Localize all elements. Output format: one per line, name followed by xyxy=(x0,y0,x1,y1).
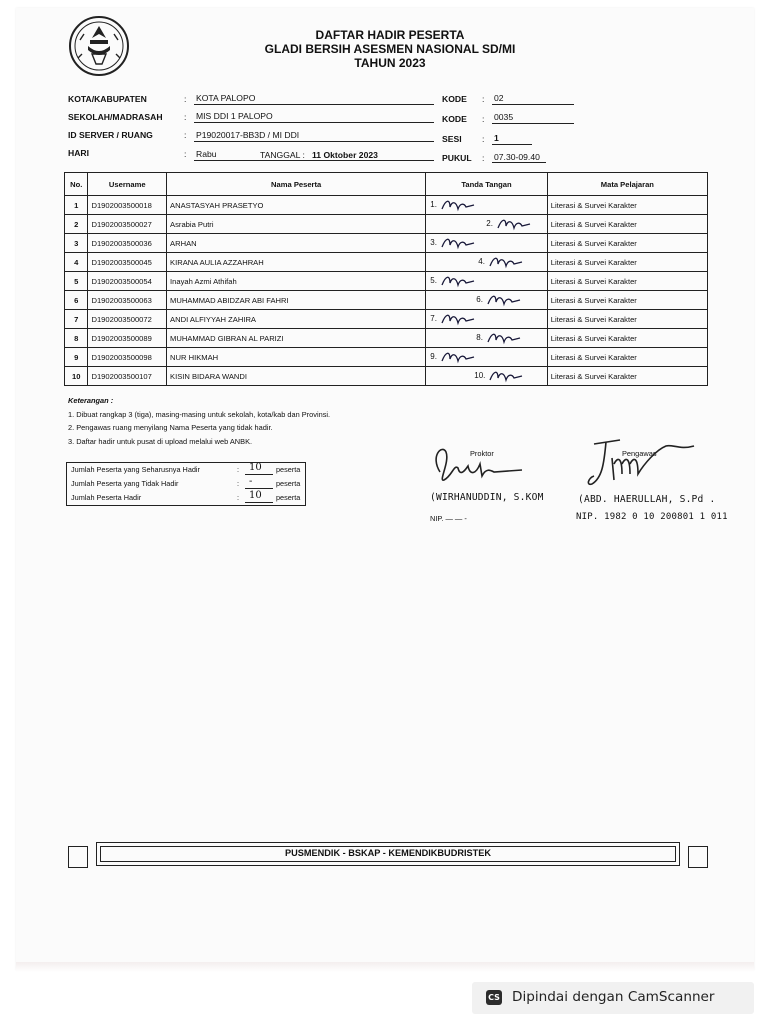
table-row xyxy=(65,291,708,310)
note-item-3: 3. Daftar hadir untuk pusat di upload melalui web ANBK. xyxy=(68,436,253,446)
col-header-signature: Tanda Tangan xyxy=(426,173,547,196)
signature-number: 10. xyxy=(474,371,486,380)
table-row xyxy=(65,348,708,367)
cell-username: D1902003500089 xyxy=(88,329,167,348)
sesi-colon: : xyxy=(482,134,485,144)
cell-name: MUHAMMAD ABIDZAR ABI FAHRI xyxy=(167,291,426,310)
cell-name: Inayah Azmi Athifah xyxy=(167,272,426,291)
count-row-absent xyxy=(67,477,305,491)
cell-no: 1 xyxy=(65,196,88,215)
student-signature xyxy=(440,311,476,327)
hari-value: Rabu xyxy=(196,149,217,159)
count-unit: peserta xyxy=(276,479,301,488)
cell-signature xyxy=(426,234,547,253)
cell-name: Asrabia Putri xyxy=(167,215,426,234)
signature-number: 4. xyxy=(478,257,485,266)
count-unit: peserta xyxy=(276,465,301,474)
cell-subject: Literasi & Survei Karakter xyxy=(547,348,707,367)
cell-signature xyxy=(426,348,547,367)
cell-subject: Literasi & Survei Karakter xyxy=(547,329,707,348)
cell-subject: Literasi & Survei Karakter xyxy=(547,196,707,215)
server-colon: : xyxy=(184,130,187,140)
cell-signature xyxy=(426,196,547,215)
camscanner-watermark xyxy=(472,982,754,1014)
kode1-underline xyxy=(492,104,574,105)
proktor-signature xyxy=(428,442,524,488)
count-colon: : xyxy=(237,493,240,502)
signature-number: 8. xyxy=(476,333,483,342)
cell-no: 2 xyxy=(65,215,88,234)
footer-bar xyxy=(96,842,680,866)
cell-signature xyxy=(426,310,547,329)
table-row xyxy=(65,215,708,234)
student-signature xyxy=(440,349,476,365)
cell-no: 5 xyxy=(65,272,88,291)
pukul-value: 07.30-09.40 xyxy=(494,152,540,162)
kab-value: KOTA PALOPO xyxy=(196,93,256,103)
tut-wuri-handayani-emblem-icon xyxy=(66,14,132,78)
student-signature xyxy=(486,330,522,346)
notes-heading: Keterangan : xyxy=(68,396,114,405)
attendance-count-box xyxy=(66,462,306,506)
count-row-expected xyxy=(67,463,305,477)
cell-username: D1902003500027 xyxy=(88,215,167,234)
student-signature xyxy=(488,254,524,270)
cell-name: KIRANA AULIA AZZAHRAH xyxy=(167,253,426,272)
cell-name: ANDI ALFIYYAH ZAHIRA xyxy=(167,310,426,329)
student-signature xyxy=(496,216,532,232)
table-header-row xyxy=(65,173,708,196)
signature-number: 6. xyxy=(476,295,483,304)
table-row xyxy=(65,367,708,386)
kab-colon: : xyxy=(184,94,187,104)
col-header-no: No. xyxy=(65,173,88,196)
cell-username: D1902003500098 xyxy=(88,348,167,367)
count-colon: : xyxy=(237,465,240,474)
note-item-2: 2. Pengawas ruang menyilang Nama Peserta yang tidak hadir. xyxy=(68,423,273,432)
title-line-3: TAHUN 2023 xyxy=(354,56,426,70)
title-line-2: GLADI BERSIH ASESMEN NASIONAL SD/MI xyxy=(264,42,516,56)
table-row xyxy=(65,253,708,272)
cell-no: 8 xyxy=(65,329,88,348)
kode2-label: KODE xyxy=(442,114,467,124)
table-row xyxy=(65,329,708,348)
table-row xyxy=(65,196,708,215)
notes-section xyxy=(68,394,330,448)
cell-no: 9 xyxy=(65,348,88,367)
camscanner-logo-icon: CS xyxy=(486,990,502,1005)
cell-subject: Literasi & Survei Karakter xyxy=(547,234,707,253)
footer-text: PUSMENDIK - BSKAP - KEMENDIKBUDRISTEK xyxy=(284,848,492,858)
server-label: ID SERVER / RUANG xyxy=(68,130,153,140)
cell-username: D1902003500036 xyxy=(88,234,167,253)
col-header-username: Username xyxy=(88,173,167,196)
cell-subject: Literasi & Survei Karakter xyxy=(547,272,707,291)
count-value: - xyxy=(249,476,253,487)
cell-username: D1902003500107 xyxy=(88,367,167,386)
count-value: 10 xyxy=(249,462,262,473)
cell-no: 10 xyxy=(65,367,88,386)
table-row xyxy=(65,310,708,329)
attendance-table xyxy=(64,172,708,386)
pengawas-nip: NIP. 1982 0 10 200801 1 011 xyxy=(576,512,728,522)
col-header-subject: Mata Pelajaran xyxy=(547,173,707,196)
hari-colon: : xyxy=(184,149,187,159)
pengawas-signature xyxy=(584,434,700,490)
sekolah-value: MIS DDI 1 PALOPO xyxy=(196,111,273,121)
table-row xyxy=(65,234,708,253)
kode1-label: KODE xyxy=(442,94,467,104)
proktor-name: (WIRHANUDDIN, S.KOM xyxy=(430,492,544,503)
tanggal-label: TANGGAL : xyxy=(260,150,305,160)
hari-underline xyxy=(194,160,434,161)
pengawas-label: Pengawas xyxy=(622,449,657,458)
count-unit: peserta xyxy=(276,493,301,502)
cell-name: ARHAN xyxy=(167,234,426,253)
cell-signature xyxy=(426,253,547,272)
cell-no: 6 xyxy=(65,291,88,310)
kode1-value: 02 xyxy=(494,93,504,103)
cell-subject: Literasi & Survei Karakter xyxy=(547,310,707,329)
cell-username: D1902003500072 xyxy=(88,310,167,329)
count-label: Jumlah Peserta Hadir xyxy=(71,493,142,502)
page-bottom-edge xyxy=(16,962,754,972)
kode2-underline xyxy=(492,123,574,124)
server-underline xyxy=(194,141,434,142)
cell-no: 7 xyxy=(65,310,88,329)
pukul-underline xyxy=(492,162,546,163)
kode2-value: 0035 xyxy=(494,112,514,122)
proktor-nip: NIP. — — - xyxy=(430,514,467,523)
pengawas-name: (ABD. HAERULLAH, S.Pd . xyxy=(578,494,716,505)
note-item-1: 1. Dibuat rangkap 3 (tiga), masing-masing untuk sekolah, kota/kab dan Provinsi. xyxy=(68,409,331,419)
cell-name: ANASTASYAH PRASETYO xyxy=(167,196,426,215)
document-title xyxy=(200,28,580,70)
footer-right-square xyxy=(688,846,708,868)
cell-signature xyxy=(426,215,547,234)
signature-number: 1. xyxy=(430,200,437,209)
cell-signature xyxy=(426,272,547,291)
signature-number: 5. xyxy=(430,276,437,285)
cell-name: KISIN BIDARA WANDI xyxy=(167,367,426,386)
count-row-present xyxy=(67,491,305,505)
sekolah-underline xyxy=(194,122,434,123)
sesi-label: SESI xyxy=(442,134,462,144)
cell-signature xyxy=(426,329,547,348)
cell-signature xyxy=(426,367,547,386)
cell-subject: Literasi & Survei Karakter xyxy=(547,253,707,272)
student-signature xyxy=(486,292,522,308)
server-value: P19020017-BB3D / MI DDI xyxy=(196,130,300,140)
kab-label: KOTA/KABUPATEN xyxy=(68,94,147,104)
title-line-1: DAFTAR HADIR PESERTA xyxy=(315,28,465,42)
count-label: Jumlah Peserta yang Tidak Hadir xyxy=(71,479,179,488)
kab-underline xyxy=(194,104,434,105)
camscanner-text: Dipindai dengan CamScanner xyxy=(512,989,715,1005)
cell-no: 3 xyxy=(65,234,88,253)
kode2-colon: : xyxy=(482,114,485,124)
cell-subject: Literasi & Survei Karakter xyxy=(547,291,707,310)
cell-username: D1902003500045 xyxy=(88,253,167,272)
cell-no: 4 xyxy=(65,253,88,272)
signature-number: 9. xyxy=(430,352,437,361)
cell-username: D1902003500063 xyxy=(88,291,167,310)
cell-username: D1902003500054 xyxy=(88,272,167,291)
cell-name: MUHAMMAD GIBRAN AL PARIZI xyxy=(167,329,426,348)
hari-label: HARI xyxy=(68,148,90,158)
count-colon: : xyxy=(237,479,240,488)
table-row xyxy=(65,272,708,291)
student-signature xyxy=(440,273,476,289)
student-signature xyxy=(440,197,476,213)
signature-number: 3. xyxy=(430,238,437,247)
sekolah-label: SEKOLAH/MADRASAH xyxy=(68,112,163,122)
cell-username: D1902003500018 xyxy=(88,196,167,215)
tanggal-value: 11 Oktober 2023 xyxy=(312,150,378,160)
count-label: Jumlah Peserta yang Seharusnya Hadir xyxy=(71,465,200,474)
cell-subject: Literasi & Survei Karakter xyxy=(547,367,707,386)
sesi-value: 1 xyxy=(494,133,499,143)
cell-signature xyxy=(426,291,547,310)
cell-name: NUR HIKMAH xyxy=(167,348,426,367)
cell-subject: Literasi & Survei Karakter xyxy=(547,215,707,234)
footer-left-square xyxy=(68,846,88,868)
student-signature xyxy=(488,368,524,384)
count-value: 10 xyxy=(249,490,262,501)
signature-number: 7. xyxy=(430,314,437,323)
sesi-underline xyxy=(492,144,532,145)
pukul-label: PUKUL xyxy=(442,153,472,163)
proktor-label: Proktor xyxy=(470,449,494,458)
signature-number: 2. xyxy=(486,219,493,228)
col-header-name: Nama Peserta xyxy=(167,173,426,196)
student-signature xyxy=(440,235,476,251)
sekolah-colon: : xyxy=(184,112,187,122)
kode1-colon: : xyxy=(482,94,485,104)
pukul-colon: : xyxy=(482,153,485,163)
